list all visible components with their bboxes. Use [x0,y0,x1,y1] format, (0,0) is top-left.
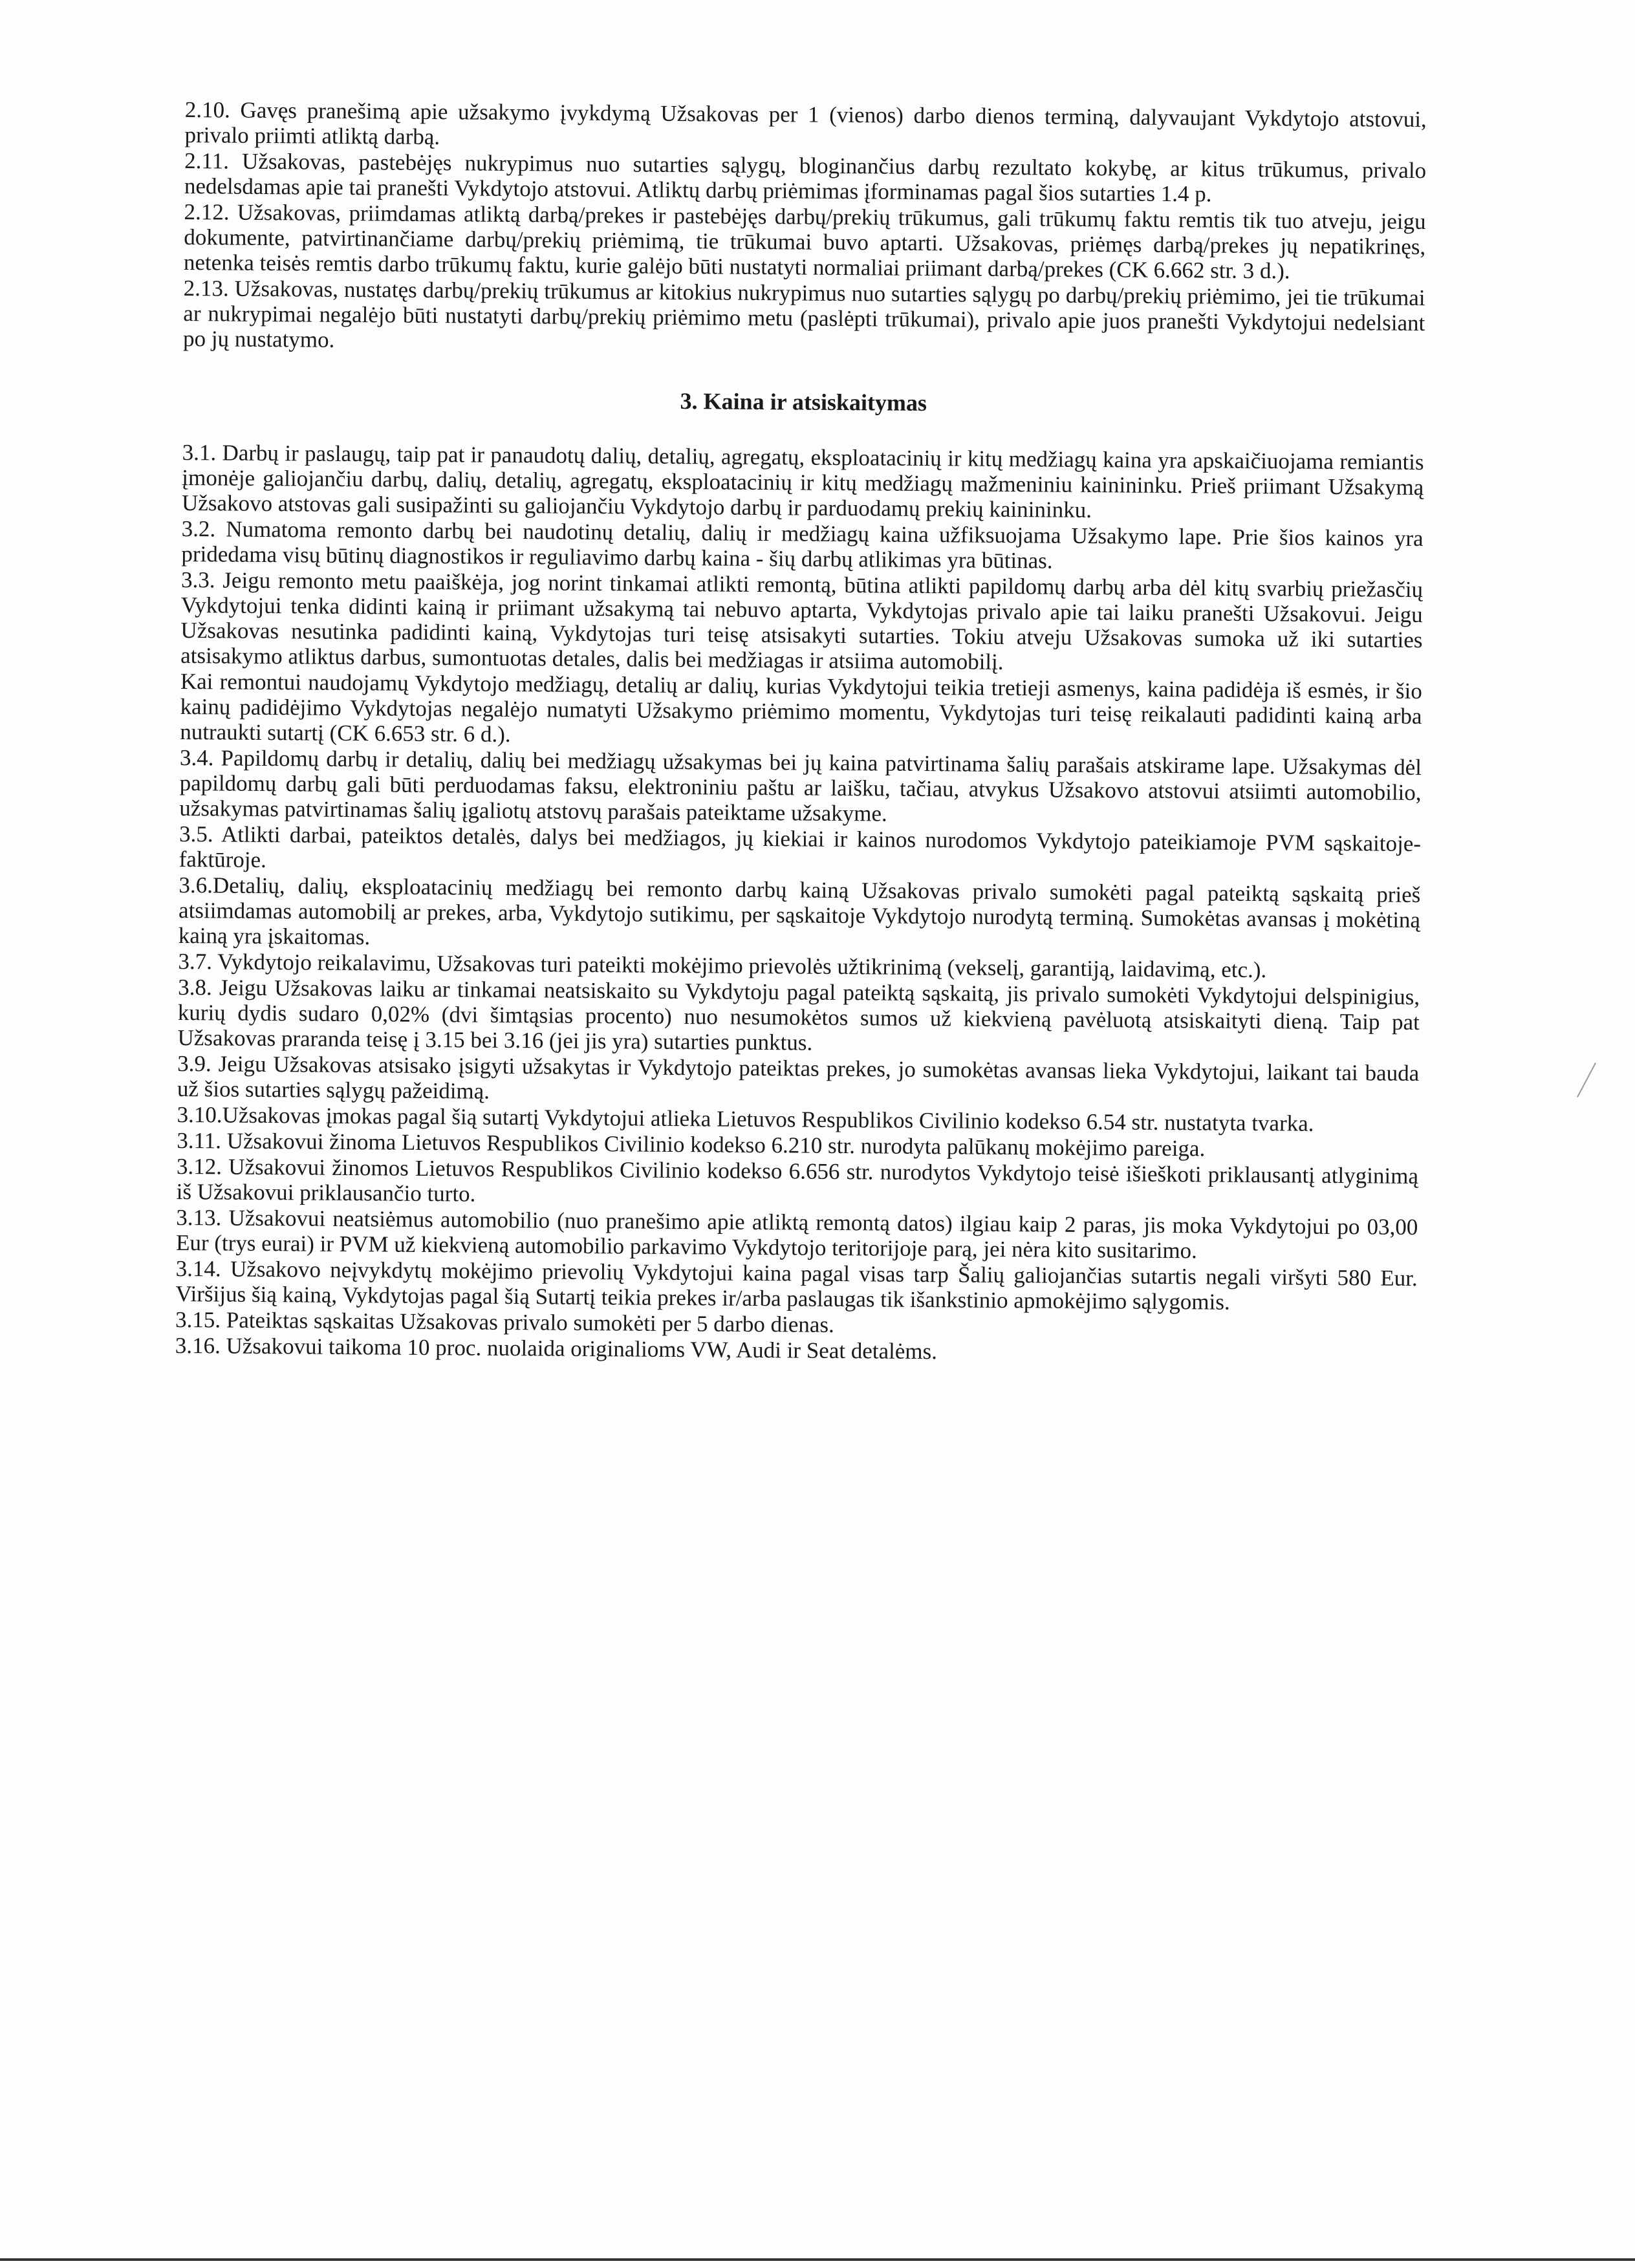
clause-3-16: 3.16. Užsakovui taikoma 10 proc. nuolaida originalioms VW, Audi ir Seat detalėms. [175,1332,938,1365]
clause-2-13: 2.13. Užsakovas, nustatęs darbų/prekių trūkumus ar kitokius nukrypimus nuo sutarties sąlygų po darbų/prekių priėmimo, jei tie trūkumai ar nukrypimai negalėjo būti nustatyti darbų/prekių priėmimo metu (paslėpti trūkumai), privalo apie juos pranešti Vykdytojui nedelsiant po jų nustatymo. [182,275,1425,352]
clause-3-11: 3.11. Užsakovui žinoma Lietuvos Respublikos Civilinio kodekso 6.210 str. nurodyta palūkanų mokėjimo pareiga. [177,1127,1206,1161]
scan-margin-mark [1577,1063,1596,1097]
clause-3-4: 3.4. Papildomų darbų ir detalių, dalių bei medžiagų užsakymas bei jų kaina patvirtinama šalių parašais atskirame lape. Užsakymas dėl papildomų darbų gali būti perduodamas faksu, elektroniniu paštu ar laišku, tačiau, atvykus Užsakovo atstovui atsiimti automobilio, užsakymas patvirtinamas šalių įgaliotų atstovų parašais pateiktame užsakyme. [179,744,1422,826]
clause-3-15: 3.15. Pateiktas sąskaitas Užsakovas privalo sumokėti per 5 darbo dienas. [175,1306,834,1337]
clause-3-5: 3.5. Atlikti darbai, pateiktos detalės, dalys bei medžiagos, jų kiekiai ir kainos nurodomos Vykdytojo pateikiamoje PVM sąskaitoje- faktūroje. [179,821,1422,873]
clause-3-13: 3.13. Užsakovui neatsiėmus automobilio (nuo pranešimo apie atliktą remontą datos) ilgiau kaip 2 paras, jis moka Vykdytojui po 03,00 Eur (trys eurai) ir PVM už kiekvieną automobilio parkavimo Vykdytojo teritorijoje parą, jei nėra kito susitarimo. [175,1204,1418,1264]
clause-3-10: 3.10.Užsakovas įmokas pagal šią sutartį Vykdytojui atlieka Lietuvos Respublikos Civilinio kodekso 6.54 str. nustatyta tvarka. [177,1101,1314,1136]
clause-3-12: 3.12. Užsakovui žinomos Lietuvos Respublikos Civilinio kodekso 6.656 str. nurodytos Vykdytojo teisė išieškoti priklausantį atlyginimą iš Užsakovui priklausančio turto. [176,1153,1419,1207]
clause-3-1: 3.1. Darbų ir paslaugų, taip pat ir panaudotų dalių, detalių, agregatų, eksploatacinių ir kitų medžiagų kaina yra apskaičiuojama remiantis įmonėje galiojančiu darbų, dalių, detalių, agregatų, eksploatacinių ir kitų medžiagų mažmeniniu kainininku. Prieš priimant Užsakymą Užsakovo atstovas gali susipažinti su galiojančiu Vykdytojo darbų ir parduodamų prekių kainininku. [181,439,1424,523]
clause-3-14: 3.14. Užsakovo neįvykdytų mokėjimo prievolių Vykdytojui kaina pagal visas tarp Šalių galiojančias sutartis negali viršyti 580 Eur. Viršijus šią kainą, Vykdytojas pagal šią Sutartį teikia prekes ir/arba paslaugas tik išankstinio apmokėjimo sąlygomis. [175,1255,1418,1315]
clause-3-9: 3.9. Jeigu Užsakovas atsisako įsigyti užsakytas ir Vykdytojo pateiktas prekes, jo sumokėtas avansas lieka Vykdytojui, laikant tai bauda už šios sutarties sąlygų pažeidimą. [177,1050,1420,1104]
clause-3-3: 3.3. Jeigu remonto metu paaiškėja, jog norint tinkamai atlikti remontą, būtina atlikti papildomų darbų arba dėl kitų svarbių priežasčių Vykdytojui tenka didinti kainą ir priimant užsakymą tai nebuvo aptarta, Vykdytojas privalo apie tai laiku pranešti Užsakovui. Jeigu Užsakovas nesutinka padidinti kainą, Vykdytojas turi teisę atsisakyti sutarties. Tokiu atveju Užsakovas sumoka už iki sutarties atsisakymo atliktus darbus, sumontuotas detales, dalis bei medžiagas ir atsiima automobilį. [180,567,1424,675]
section-3-heading: 3. Kaina ir atsiskaitymas [680,388,927,416]
clause-3-6: 3.6.Detalių, dalių, eksploatacinių medžiagų bei remonto darbų kainą Užsakovas privalo sumokėti pagal pateiktą sąskaitą prieš atsiimdamas automobilį ar prekes, arba, Vykdytojo sutikimu, per sąskaitoje Vykdytojo nurodytą terminą. Sumokėtas avansas į mokėtiną kainą yra įskaitomas. [178,872,1421,950]
document-body [175,97,1427,1368]
clause-3-2: 3.2. Numatoma remonto darbų bei naudotinų detalių, dalių ir medžiagų kaina užfiksuojama Užsakymo lape. Prie šios kainos yra pridedama visų būtinų diagnostikos ir reguliavimo darbų kaina - šių darbų atlikimas yra būtinas. [181,515,1424,574]
clause-2-10: 2.10. Gavęs pranešimą apie užsakymo įvykdymą Užsakovas per 1 (vienos) darbo dienos terminą, dalyvaujant Vykdytojo atstovui, privalo priimti atliktą darbą. [184,97,1427,150]
clause-2-12: 2.12. Užsakovas, priimdamas atliktą darbą/prekes ir pastebėjęs darbų/prekių trūkumus, gali trūkumų faktu remtis tik tuo atveju, jeigu dokumente, patvirtinančiame darbų/prekių priėmimą, tie trūkumai buvo aptarti. Užsakovas, priėmęs darbą/prekes jų nepatikrinęs, netenka teisės remtis darbo trūkumų faktu, kurie galėjo būti nustatyti normaliai priimant darbą/prekes (CK 6.662 str. 3 d.). [183,199,1426,284]
clause-2-11: 2.11. Užsakovas, pastebėjęs nukrypimus nuo sutarties sąlygų, bloginančius darbų rezultato kokybę, ar kitus trūkumus, privalo nedelsdamas apie tai pranešti Vykdytojo atstovui. Atliktų darbų priėmimas įforminamas pagal šios sutarties 1.4 p. [184,147,1427,207]
clause-3-3-continuation: Kai remontui naudojamų Vykdytojo medžiagų, detalių ar dalių, kurias Vykdytojui teikia tretieji asmenys, kaina padidėja iš esmės, ir šio kainų padidėjimo Vykdytojas negalėjo numatyti Užsakymo priėmimo momentu, Vykdytojas turi teisę reikalauti padidinti kainą arba nutraukti sutartį (CK 6.653 str. 6 d.). [180,668,1422,747]
scan-bottom-edge [0,2258,1635,2261]
clause-3-7: 3.7. Vykdytojo reikalavimu, Užsakovas turi pateikti mokėjimo prievolės užtikrinimą (vekselį, garantiją, laidavimą, etc.). [178,948,1267,983]
clause-3-8: 3.8. Jeigu Užsakovas laiku ar tinkamai neatsiskaito su Vykdytoju pagal pateiktą sąskaitą, jis privalo sumokėti Vykdytojui delspinigius, kurių dydis sudaro 0,02% (dvi šimtąsias procento) nuo nesumokėtos sumos už kiekvieną pavėluotą atsiskaityti dieną. Taip pat Užsakovas praranda teisę į 3.15 bei 3.16 (jei jis yra) sutarties punktus. [177,974,1420,1055]
